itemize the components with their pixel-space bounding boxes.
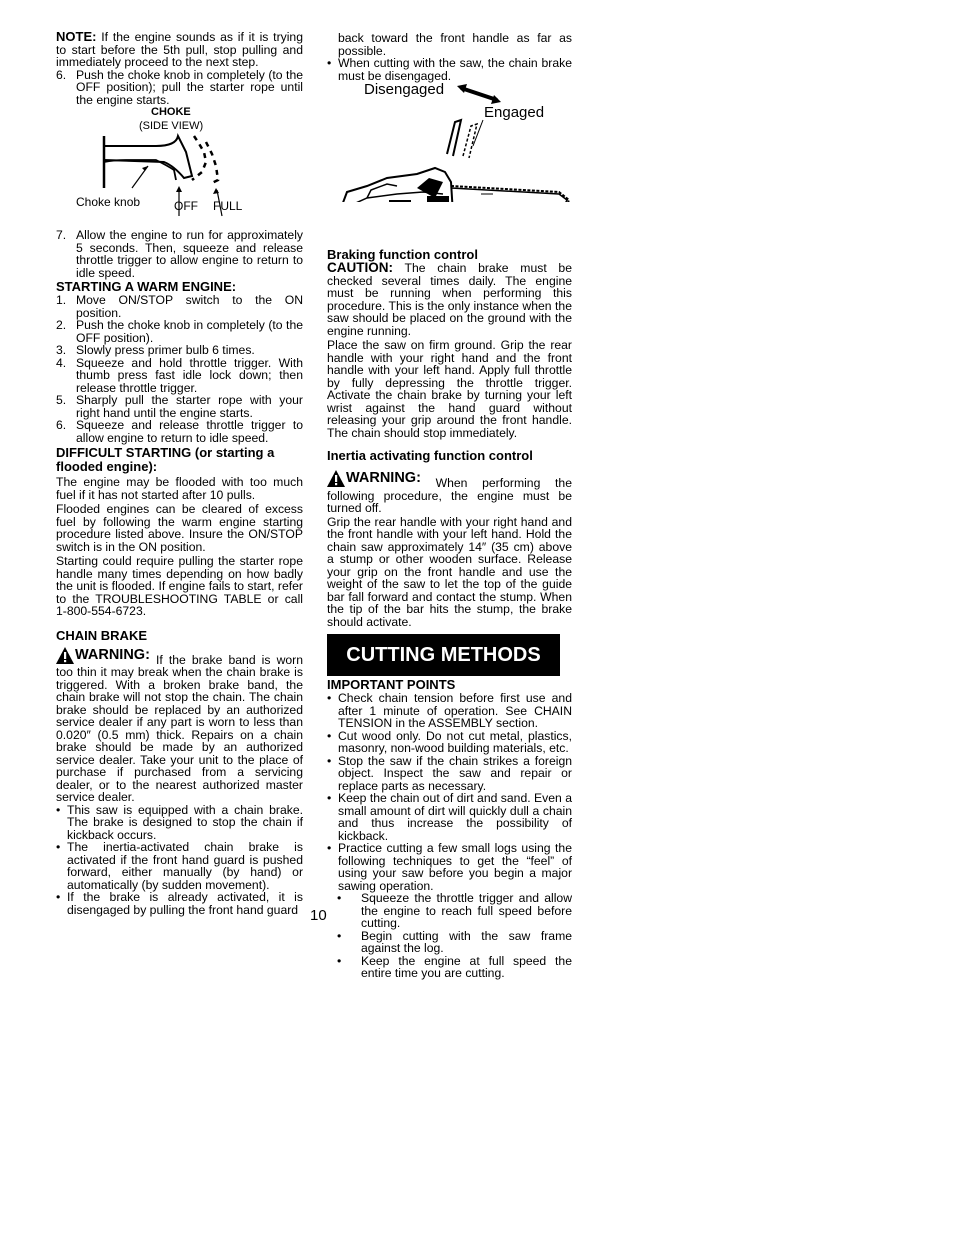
list-item: 1. Move ON/STOP switch to the ON position. [56, 293, 303, 320]
brake-warning-paragraph [56, 647, 303, 804]
step-number: 6. [56, 67, 67, 82]
warning-label: WARNING: [327, 470, 421, 487]
right-column [327, 32, 572, 980]
step-6 [56, 69, 303, 107]
step-text: Push the choke knob in completely (to the OFF position); pull the starter rope until the engine starts. [76, 67, 303, 107]
inertia-p2: Grip the rear handle with your right hand and the front handle with your left hand. Hold the chain saw approximately 14″ (35 cm) above a stump or other wooden surface. Release your grip on the front handle and use the weight of the saw to let the top of the guide bar fall forward and contact the stump. When the tip of the bar hits the stump, the brake should activate. [327, 514, 572, 629]
choke-fig-subtitle: (SIDE VIEW) [139, 120, 204, 132]
list-item: • Keep the engine at full speed the entire time you are cutting. [337, 953, 572, 980]
chainsaw-drawing [327, 82, 572, 202]
chainsaw-figure [327, 82, 572, 202]
list-item: 2. Push the choke knob in completely (to the OFF position). [56, 318, 303, 345]
chain-brake-heading: CHAIN BRAKE [56, 627, 147, 643]
list-item: • Practice cutting a few small logs using the following techniques to get the “feel” of using your saw before you begin a major sawing operation. [327, 841, 572, 893]
choke-knob-label: Choke knob [76, 195, 141, 209]
braking-function-heading: Braking function control [327, 247, 478, 262]
difficult-p3: Starting could require pulling the starter rope handle many times depending on how badly the unit is flooded. If engine fails to start, refer to the TROUBLESHOOTING TABLE or call 1-800-554-6723. [56, 554, 303, 618]
engaged-label: Engaged [484, 104, 545, 121]
left-column [56, 30, 303, 916]
disengaged-label: Disengaged [364, 81, 445, 98]
inertia-warning-paragraph [327, 470, 572, 515]
brake-bullets [56, 804, 303, 917]
warning-icon [327, 470, 345, 487]
step-7 [56, 229, 303, 279]
caution-text: The chain brake must be checked several times daily. The engine must be running when performing this procedure. This is the only instance when the saw should be placed on the ground with the engine running. [327, 261, 572, 338]
list-item: • If the brake is already activated, it is disengaged by pulling the front hand guard [56, 890, 303, 917]
continued-text: back toward the front handle as far as possible. [338, 31, 572, 58]
caution-label: CAUTION: [327, 260, 393, 275]
list-item: • Check chain tension before first use and after 1 minute of operation. See CHAIN TENSION in the ASSEMBLY section. [327, 691, 572, 730]
continued-bullet: • When cutting with the saw, the chain brake must be disengaged. [327, 56, 572, 83]
step-text: Allow the engine to run for approximately 5 seconds. Then, squeeze and release throttle trigger to allow engine to return to idle speed. [76, 228, 303, 280]
inertia-warning-text: When performing the following procedure, the engine must be turned off. [327, 476, 572, 515]
braking-p2: Place the saw on firm ground. Grip the rear handle with your right hand and the front handle with your left hand. Apply full throttle by fully depressing the throttle trigger. Activate the chain brake by turning your left wrist against the hand guard without releasing your grip around the front handle. The chain should stop immediately. [327, 338, 572, 440]
warning-label: WARNING: [56, 647, 150, 664]
list-item: 3. Slowly press primer bulb 6 times. [56, 343, 255, 357]
warning-icon [56, 647, 74, 664]
note-text: If the engine sounds as if it is trying to start before the 5th pull, stop pulling and immediately proceed to the next step. [56, 30, 303, 69]
list-item: • Begin cutting with the saw frame against the log. [337, 928, 572, 955]
difficult-p1: The engine may be flooded with too much fuel if it has not started after 10 pulls. [56, 475, 303, 502]
list-item: • This saw is equipped with a chain brake. The brake is designed to stop the chain if kickback occurs. [56, 802, 303, 842]
full-label: FULL [213, 199, 243, 213]
important-bullets [327, 692, 572, 892]
choke-figure [56, 106, 303, 226]
difficult-p2: Flooded engines can be cleared of excess fuel by following the warm engine starting procedure listed above. Insure the ON/STOP switch is in the ON position. [56, 502, 303, 554]
list-item: 4. Squeeze and hold throttle trigger. With thumb press fast idle lock down; then release throttle trigger. [56, 355, 303, 395]
page-number: 10 [310, 907, 327, 924]
warm-steps-list [56, 294, 303, 444]
warm-engine-heading: STARTING A WARM ENGINE: [56, 279, 237, 294]
step-number: 7. [56, 228, 67, 242]
list-item: • Cut wood only. Do not cut metal, plastics, masonry, non-wood building materials, etc. [327, 728, 572, 755]
list-item: • Stop the saw if the chain strikes a foreign object. Inspect the saw and repair or replace parts as necessary. [327, 753, 572, 793]
technique-sub-bullets [327, 892, 572, 980]
off-label: OFF [174, 199, 198, 213]
brake-warning-text: If the brake band is worn too thin it may break when the chain brake is triggered. With a broken brake band, the chain brake will not stop the chain. The chain brake should be replaced by an authorized service dealer if any part is worn to less than 0.020″ (0.5 mm) thick. Repairs on a chain brake should be made by an authorized service dealer. Take your unit to the place of purchase if purchased from a servicing dealer, or to the nearest authorized master service dealer. [56, 652, 303, 804]
list-item: 5. Sharply pull the starter rope with your right hand until the engine starts. [56, 393, 303, 420]
inertia-heading: Inertia activating function control [327, 448, 533, 463]
important-points-heading: IMPORTANT POINTS [327, 677, 456, 692]
list-item: • The inertia-activated chain brake is activated if the front hand guard is pushed forward, either manually (by hand) or automatically (by sudden movement). [56, 840, 303, 892]
list-item: 6. Squeeze and release throttle trigger to allow engine to return to idle speed. [56, 418, 303, 445]
choke-fig-title: CHOKE [151, 106, 191, 118]
note-paragraph [56, 31, 303, 69]
caution-paragraph [327, 262, 572, 337]
difficult-starting-heading: DIFFICULT STARTING (or starting a flooded engine): [56, 445, 275, 474]
list-item: • Squeeze the throttle trigger and allow the engine to reach full speed before cutting. [337, 891, 572, 930]
list-item: • Keep the chain out of dirt and sand. Even a small amount of dirt will quickly dull a chain and thus increase the possibility of kickback. [327, 791, 572, 843]
cutting-methods-banner: CUTTING METHODS [327, 634, 560, 676]
note-label: NOTE: [56, 29, 97, 44]
